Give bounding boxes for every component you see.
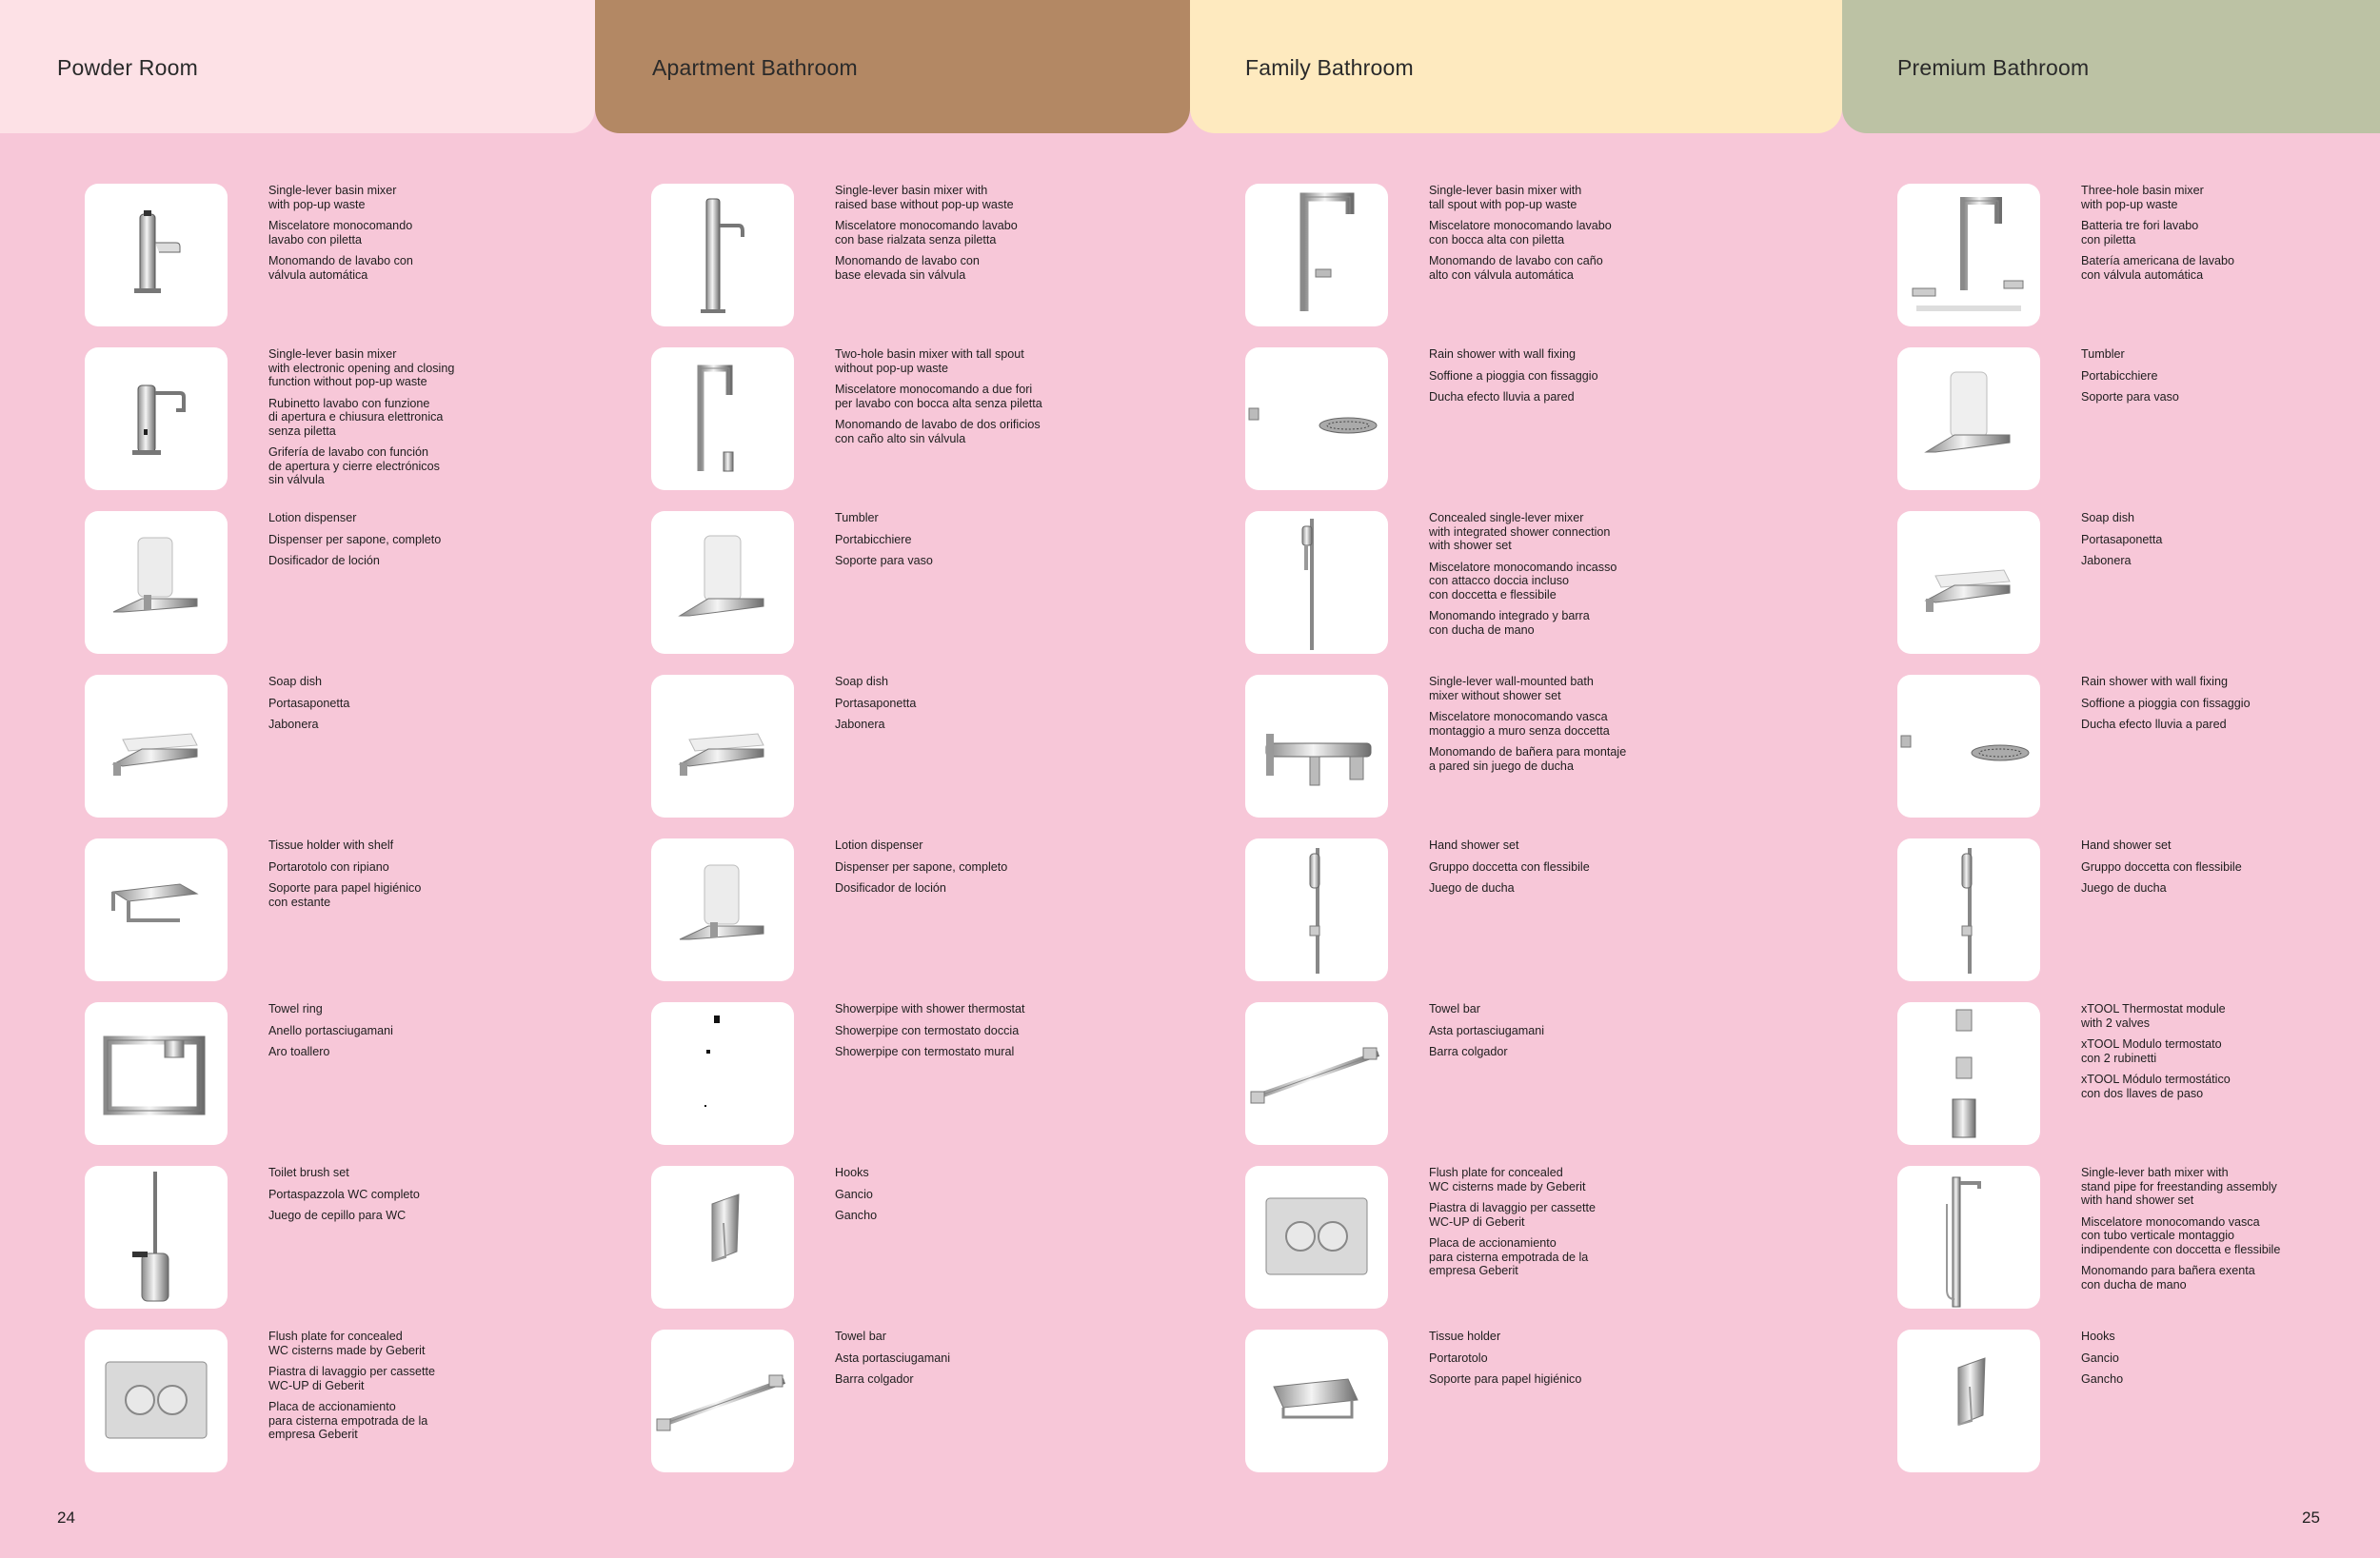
product-description xyxy=(268,1166,592,1231)
product-thumbnail xyxy=(1245,838,1388,981)
product-name-en: Rain shower with wall fixing xyxy=(2081,675,2228,688)
product-description xyxy=(268,511,592,576)
product-thumbnail xyxy=(651,675,794,818)
freestanding-bath-mixer-icon xyxy=(1897,1166,2040,1309)
product-name-it: Dispenser per sapone, completo xyxy=(268,532,442,546)
product-description xyxy=(1429,511,1753,644)
product-item xyxy=(1245,675,1778,838)
column-powder-room xyxy=(85,184,618,1493)
product-item xyxy=(1245,1166,1778,1330)
toilet-brush-icon xyxy=(85,1166,228,1309)
product-name-es: Monomando de lavabo con base elevada sin válvula xyxy=(835,254,980,282)
page-number-left: 24 xyxy=(57,1509,75,1527)
product-item xyxy=(651,184,1184,347)
product-item xyxy=(651,511,1184,675)
product-name-it: Dispenser per sapone, completo xyxy=(835,859,1008,874)
product-name-es: Soporte para papel higiénico xyxy=(1429,1372,1582,1386)
column-family-bathroom xyxy=(1245,184,1778,1493)
product-name-it: Batteria tre fori lavabo con piletta xyxy=(2081,219,2199,247)
header-tab-family-bathroom xyxy=(1190,0,1842,133)
bath-mixer-icon xyxy=(1245,675,1388,818)
flush-plate-icon xyxy=(1245,1166,1388,1309)
column-title: Powder Room xyxy=(57,55,198,80)
product-description xyxy=(2081,1002,2380,1108)
soap-dish-icon xyxy=(85,675,228,818)
product-name-es: Juego de cepillo para WC xyxy=(268,1209,407,1222)
product-description xyxy=(2081,838,2380,903)
product-name-it: Miscelatore monocomando lavabo con piletta xyxy=(268,219,413,247)
product-name-es: Dosificador de loción xyxy=(268,554,380,567)
product-thumbnail xyxy=(1245,184,1388,326)
flush-plate-icon xyxy=(85,1330,228,1472)
product-thumbnail xyxy=(85,1166,228,1309)
product-name-it: Miscelatore monocomando vasca montaggio a muro senza doccetta xyxy=(1429,710,1610,738)
product-item xyxy=(85,675,618,838)
product-name-es: Monomando de bañera para montaje a pared sin juego de ducha xyxy=(1429,745,1627,773)
product-thumbnail xyxy=(651,1330,794,1472)
product-name-en: Hand shower set xyxy=(2081,838,2172,852)
soap-dish-icon xyxy=(1897,511,2040,654)
product-item xyxy=(1897,1330,2380,1493)
product-name-es: Grifería de lavabo con función de apertura y cierre electrónicos sin válvula xyxy=(268,445,440,486)
thermostat-module-icon xyxy=(1897,1002,2040,1145)
product-name-en: Towel ring xyxy=(268,1002,323,1016)
product-thumbnail xyxy=(651,347,794,490)
product-name-it: Soffione a pioggia con fissaggio xyxy=(1429,368,1598,383)
product-name-en: Soap dish xyxy=(268,675,323,688)
towel-bar-icon xyxy=(1245,1002,1388,1145)
product-name-en: Flush plate for concealed WC cisterns made by Geberit xyxy=(268,1330,426,1357)
product-name-en: Two-hole basin mixer with tall spout without pop-up waste xyxy=(835,347,1024,375)
product-name-es: Dosificador de loción xyxy=(835,881,946,895)
product-item xyxy=(1245,838,1778,1002)
product-name-en: Tissue holder xyxy=(1429,1330,1501,1343)
shower-set-icon xyxy=(1245,511,1388,654)
product-name-es: Soporte para vaso xyxy=(835,554,933,567)
product-name-it: Gancio xyxy=(2081,1351,2119,1365)
product-item xyxy=(85,838,618,1002)
product-description xyxy=(268,838,592,917)
rain-shower-icon xyxy=(1897,675,2040,818)
product-description xyxy=(835,675,1159,740)
product-name-en: Three-hole basin mixer with pop-up waste xyxy=(2081,184,2204,211)
product-item xyxy=(1897,1166,2380,1330)
product-name-it: Asta portasciugamani xyxy=(1429,1023,1545,1037)
product-thumbnail xyxy=(1897,1002,2040,1145)
product-name-en: Single-lever basin mixer with tall spout with pop-up waste xyxy=(1429,184,1582,211)
product-name-it: Miscelatore monocomando lavabo con base rialzata senza piletta xyxy=(835,219,1018,247)
product-name-es: Juego de ducha xyxy=(2081,881,2167,895)
product-item xyxy=(1897,838,2380,1002)
product-name-it: Gruppo doccetta con flessibile xyxy=(2081,859,2242,874)
product-item xyxy=(651,1002,1184,1166)
column-title: Family Bathroom xyxy=(1245,55,1414,80)
product-name-es: Barra colgador xyxy=(835,1372,914,1386)
product-description xyxy=(1429,184,1753,289)
product-name-es: Jabonera xyxy=(2081,554,2132,567)
product-name-it: Showerpipe con termostato doccia xyxy=(835,1023,1020,1037)
product-thumbnail xyxy=(651,184,794,326)
product-name-it: Piastra di lavaggio per cassette WC-UP di Geberit xyxy=(1429,1201,1597,1229)
product-name-it: Miscelatore monocomando incasso con attacco doccia incluso con doccetta e flessibile xyxy=(1429,560,1617,602)
product-thumbnail xyxy=(1897,184,2040,326)
product-description xyxy=(268,1330,592,1450)
product-name-it: Miscelatore monocomando lavabo con bocca alta con piletta xyxy=(1429,219,1612,247)
product-item xyxy=(651,838,1184,1002)
product-thumbnail xyxy=(651,838,794,981)
product-description xyxy=(268,184,592,289)
product-name-en: Flush plate for concealed WC cisterns made by Geberit xyxy=(1429,1166,1586,1193)
product-item xyxy=(1245,511,1778,675)
product-name-en: Towel bar xyxy=(1429,1002,1480,1016)
product-thumbnail xyxy=(1245,1166,1388,1309)
header-tab-powder-room xyxy=(0,0,595,133)
product-name-es: Monomando de lavabo de dos orificios con caño alto sin válvula xyxy=(835,418,1041,445)
product-name-it: Gruppo doccetta con flessibile xyxy=(1429,859,1590,874)
hook-icon xyxy=(651,1166,794,1309)
product-name-es: xTOOL Módulo termostático con dos llaves de paso xyxy=(2081,1073,2231,1100)
product-item xyxy=(1245,1330,1778,1493)
product-thumbnail xyxy=(85,838,228,981)
page-number-right: 25 xyxy=(2302,1509,2320,1527)
showerpipe-icon xyxy=(651,1002,794,1145)
product-description xyxy=(2081,1166,2380,1299)
product-thumbnail xyxy=(651,511,794,654)
column-title: Apartment Bathroom xyxy=(652,55,858,80)
product-name-en: Rain shower with wall fixing xyxy=(1429,347,1576,361)
product-thumbnail xyxy=(1897,347,2040,490)
product-item xyxy=(1897,1002,2380,1166)
product-thumbnail xyxy=(1897,1166,2040,1309)
product-name-es: Monomando para bañera exenta con ducha de mano xyxy=(2081,1264,2255,1292)
product-name-it: Portasaponetta xyxy=(268,696,350,710)
product-description xyxy=(835,511,1159,576)
product-description xyxy=(2081,184,2380,289)
product-name-en: Showerpipe with shower thermostat xyxy=(835,1002,1025,1016)
product-name-es: Monomando integrado y barra con ducha de mano xyxy=(1429,609,1590,637)
basin-mixer-icon xyxy=(85,184,228,326)
product-thumbnail xyxy=(85,675,228,818)
product-item xyxy=(85,347,618,511)
product-name-es: Ducha efecto lluvia a pared xyxy=(2081,718,2227,731)
product-name-it: Portarotolo con ripiano xyxy=(268,859,389,874)
product-item xyxy=(651,675,1184,838)
product-name-en: Tumbler xyxy=(2081,347,2125,361)
towel-ring-icon xyxy=(85,1002,228,1145)
electronic-basin-mixer-icon xyxy=(85,347,228,490)
product-item xyxy=(1245,1002,1778,1166)
product-item xyxy=(85,511,618,675)
hook-icon xyxy=(1897,1330,2040,1472)
product-thumbnail xyxy=(1897,511,2040,654)
product-item xyxy=(85,1330,618,1493)
product-item xyxy=(85,1166,618,1330)
product-item xyxy=(1897,184,2380,347)
product-description xyxy=(268,1002,592,1067)
product-name-en: Single-lever basin mixer with pop-up waste xyxy=(268,184,397,211)
product-name-en: Lotion dispenser xyxy=(835,838,923,852)
product-name-en: Soap dish xyxy=(2081,511,2135,524)
product-name-es: Monomando de lavabo con válvula automática xyxy=(268,254,413,282)
product-name-en: Single-lever bath mixer with stand pipe for freestanding assembly with hand shower set xyxy=(2081,1166,2277,1207)
product-description xyxy=(1429,347,1753,412)
product-thumbnail xyxy=(1897,838,2040,981)
product-item xyxy=(1245,184,1778,347)
product-name-en: Soap dish xyxy=(835,675,889,688)
product-thumbnail xyxy=(85,511,228,654)
product-name-it: Miscelatore monocomando a due fori per lavabo con bocca alta senza piletta xyxy=(835,383,1042,410)
product-description xyxy=(1429,1166,1753,1286)
product-name-es: Jabonera xyxy=(268,718,319,731)
tissue-holder-icon xyxy=(1245,1330,1388,1472)
product-thumbnail xyxy=(1897,1330,2040,1472)
product-item xyxy=(1897,511,2380,675)
product-name-es: Aro toallero xyxy=(268,1045,330,1058)
product-item xyxy=(1897,347,2380,511)
product-description xyxy=(835,1002,1159,1067)
towel-bar-icon xyxy=(651,1330,794,1472)
lotion-dispenser-icon xyxy=(651,838,794,981)
product-name-en: Single-lever basin mixer with raised base without pop-up waste xyxy=(835,184,1014,211)
product-name-it: Portarotolo xyxy=(1429,1351,1488,1365)
product-thumbnail xyxy=(1245,1002,1388,1145)
product-name-it: Anello portasciugamani xyxy=(268,1023,393,1037)
product-name-es: Gancho xyxy=(835,1209,878,1222)
product-description xyxy=(835,1166,1159,1231)
three-hole-basin-mixer-icon xyxy=(1897,184,2040,326)
product-description xyxy=(835,347,1159,453)
product-name-it: Piastra di lavaggio per cassette WC-UP di Geberit xyxy=(268,1365,436,1392)
product-name-es: Monomando de lavabo con caño alto con válvula automática xyxy=(1429,254,1603,282)
product-name-en: Tumbler xyxy=(835,511,879,524)
product-name-it: Asta portasciugamani xyxy=(835,1351,951,1365)
product-description xyxy=(2081,675,2380,740)
product-item xyxy=(1245,347,1778,511)
product-name-es: Barra colgador xyxy=(1429,1045,1508,1058)
product-name-en: xTOOL Thermostat module with 2 valves xyxy=(2081,1002,2226,1030)
product-name-en: Tissue holder with shelf xyxy=(268,838,394,852)
product-description xyxy=(2081,1330,2380,1394)
product-description xyxy=(2081,511,2380,576)
product-name-it: Portasaponetta xyxy=(835,696,917,710)
product-thumbnail xyxy=(1245,1330,1388,1472)
tissue-holder-shelf-icon xyxy=(85,838,228,981)
product-thumbnail xyxy=(1897,675,2040,818)
hand-shower-icon xyxy=(1897,838,2040,981)
product-name-es: Soporte para vaso xyxy=(2081,390,2179,404)
product-name-it: Portasaponetta xyxy=(2081,532,2163,546)
soap-dish-icon xyxy=(651,675,794,818)
tall-spout-basin-mixer-icon xyxy=(1245,184,1388,326)
product-description xyxy=(2081,347,2380,412)
product-name-it: Rubinetto lavabo con funzione di apertura e chiusura elettronica senza piletta xyxy=(268,396,444,438)
tumbler-icon xyxy=(1897,347,2040,490)
product-description xyxy=(835,838,1159,903)
product-name-es: Gancho xyxy=(2081,1372,2124,1386)
product-name-it: xTOOL Modulo termostato con 2 rubinetti xyxy=(2081,1037,2222,1065)
product-description xyxy=(1429,1330,1753,1394)
product-description xyxy=(835,184,1159,289)
product-item xyxy=(651,347,1184,511)
column-title: Premium Bathroom xyxy=(1897,55,2090,80)
product-thumbnail xyxy=(651,1002,794,1145)
product-name-en: Towel bar xyxy=(835,1330,886,1343)
rain-shower-icon xyxy=(1245,347,1388,490)
tall-basin-mixer-icon xyxy=(651,184,794,326)
product-name-es: Jabonera xyxy=(835,718,885,731)
product-name-es: Placa de accionamiento para cisterna empotrada de la empresa Geberit xyxy=(268,1400,428,1441)
product-item xyxy=(85,1002,618,1166)
header-tab-apartment-bathroom xyxy=(595,0,1190,133)
product-description xyxy=(1429,675,1753,780)
product-item xyxy=(651,1330,1184,1493)
product-name-en: Hooks xyxy=(835,1166,869,1179)
product-name-it: Soffione a pioggia con fissaggio xyxy=(2081,696,2251,710)
product-description xyxy=(268,675,592,740)
hand-shower-icon xyxy=(1245,838,1388,981)
product-thumbnail xyxy=(651,1166,794,1309)
product-name-en: Toilet brush set xyxy=(268,1166,349,1179)
product-name-en: Hand shower set xyxy=(1429,838,1519,852)
product-name-es: Batería americana de lavabo con válvula automática xyxy=(2081,254,2235,282)
product-thumbnail xyxy=(85,347,228,490)
product-name-it: Portaspazzola WC completo xyxy=(268,1187,420,1201)
product-description xyxy=(268,347,592,495)
product-name-it: Portabicchiere xyxy=(2081,368,2158,383)
product-name-it: Portabicchiere xyxy=(835,532,912,546)
product-name-it: Gancio xyxy=(835,1187,873,1201)
product-name-en: Concealed single-lever mixer with integrated shower connection with shower set xyxy=(1429,511,1611,552)
product-name-es: Juego de ducha xyxy=(1429,881,1515,895)
product-thumbnail xyxy=(1245,511,1388,654)
product-name-it: Miscelatore monocomando vasca con tubo verticale montaggio indipendente con doccetta e flessibile xyxy=(2081,1214,2281,1256)
product-description xyxy=(835,1330,1159,1394)
column-premium-bathroom xyxy=(1897,184,2380,1493)
product-item xyxy=(1897,675,2380,838)
product-thumbnail xyxy=(85,1002,228,1145)
tumbler-icon xyxy=(651,511,794,654)
header-tab-premium-bathroom xyxy=(1842,0,2380,133)
lotion-dispenser-icon xyxy=(85,511,228,654)
product-thumbnail xyxy=(1245,675,1388,818)
product-name-en: Single-lever basin mixer with electronic opening and closing function without pop-up waste xyxy=(268,347,455,388)
product-name-es: Placa de accionamiento para cisterna empotrada de la empresa Geberit xyxy=(1429,1236,1589,1277)
product-thumbnail xyxy=(85,1330,228,1472)
product-item xyxy=(85,184,618,347)
product-name-en: Hooks xyxy=(2081,1330,2115,1343)
product-name-es: Soporte para papel higiénico con estante xyxy=(268,881,422,909)
product-thumbnail xyxy=(85,184,228,326)
product-name-en: Lotion dispenser xyxy=(268,511,357,524)
two-hole-basin-mixer-icon xyxy=(651,347,794,490)
product-item xyxy=(651,1166,1184,1330)
product-name-es: Showerpipe con termostato mural xyxy=(835,1045,1015,1058)
product-name-es: Ducha efecto lluvia a pared xyxy=(1429,390,1575,404)
product-description xyxy=(1429,1002,1753,1067)
column-apartment-bathroom xyxy=(651,184,1184,1493)
product-thumbnail xyxy=(1245,347,1388,490)
product-description xyxy=(1429,838,1753,903)
product-name-en: Single-lever wall-mounted bath mixer without shower set xyxy=(1429,675,1594,702)
